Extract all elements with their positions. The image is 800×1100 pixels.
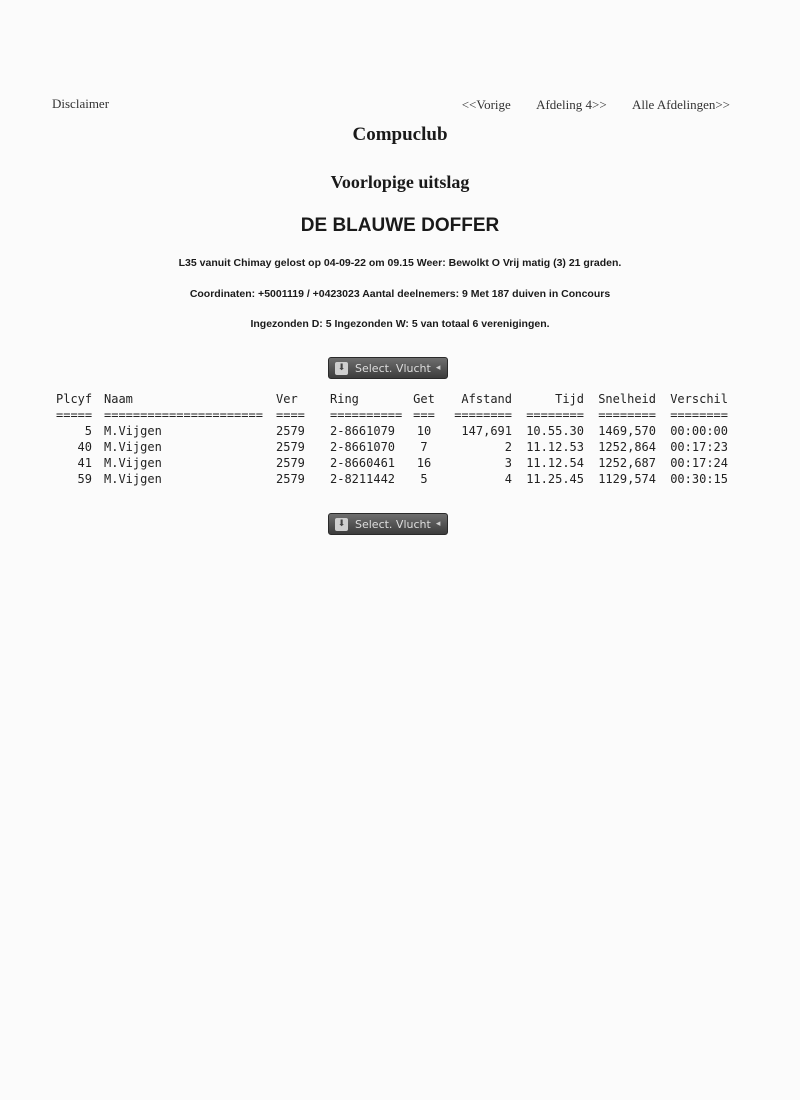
separator-speed: ======== — [598, 408, 656, 422]
table-header-row — [56, 391, 728, 407]
table-row — [56, 471, 728, 487]
results-table — [56, 391, 728, 487]
cell-entered: 7 — [420, 440, 428, 454]
cell-place: 5 — [84, 424, 92, 438]
cell-ring: 2-8661070 — [330, 440, 396, 454]
table-row — [56, 455, 728, 471]
separator-distance: ======== — [454, 408, 512, 422]
cell-name: M.Vijgen — [104, 424, 162, 438]
cell-difference: 00:17:24 — [670, 456, 728, 470]
table-row — [56, 423, 728, 439]
cell-time: 11.12.54 — [526, 456, 584, 470]
header-name: Naam — [104, 392, 133, 406]
select-flight-label: Select. Vlucht — [355, 517, 431, 531]
header-speed: Snelheid — [598, 392, 656, 406]
cell-ring: 2-8661079 — [330, 424, 396, 438]
flight-info: L35 vanuit Chimay gelost op 04-09-22 om 09.15 Weer: Bewolkt O Vrij matig (3) 21 graden. — [178, 257, 622, 269]
cell-difference: 00:30:15 — [670, 472, 728, 486]
cell-entered: 16 — [416, 456, 432, 470]
cell-name: M.Vijgen — [104, 472, 162, 486]
separator-ring: ========== — [330, 408, 403, 422]
cell-club: 2579 — [276, 456, 305, 470]
cell-distance: 4 — [504, 472, 512, 486]
submission-info: Ingezonden D: 5 Ingezonden W: 5 van totaal 6 verenigingen. — [250, 318, 550, 330]
separator-place: ===== — [56, 408, 93, 422]
cell-distance: 3 — [504, 456, 512, 470]
header-entered: Get — [413, 392, 435, 406]
separator-difference: ======== — [670, 408, 728, 422]
header-difference: Verschil — [670, 392, 728, 406]
nav-links — [462, 97, 730, 113]
separator-entered: === — [413, 408, 435, 422]
cell-place: 59 — [77, 472, 92, 486]
cell-distance: 147,691 — [461, 424, 512, 438]
cell-place: 40 — [77, 440, 92, 454]
select-flight-label: Select. Vlucht — [355, 361, 431, 375]
coordinates-info: Coordinaten: +5001119 / +0423023 Aantal deelnemers: 9 Met 187 duiven in Concours — [189, 288, 611, 300]
cell-speed: 1469,570 — [598, 424, 656, 438]
cell-club: 2579 — [276, 472, 305, 486]
cell-time: 10.55.30 — [526, 424, 584, 438]
prev-link[interactable]: <<Vorige — [461, 97, 511, 112]
cell-difference: 00:17:23 — [670, 440, 728, 454]
header-ring: Ring — [330, 392, 359, 406]
cell-distance: 2 — [504, 440, 512, 454]
cell-ring: 2-8211442 — [330, 472, 396, 486]
table-row — [56, 439, 728, 455]
cell-ring: 2-8660461 — [330, 456, 396, 470]
download-icon: ⬇ — [335, 518, 348, 531]
cell-time: 11.12.53 — [526, 440, 584, 454]
select-flight-button-top[interactable] — [328, 357, 448, 379]
all-divisions-link[interactable]: Alle Afdelingen>> — [631, 97, 730, 112]
disclaimer-link[interactable]: Disclaimer — [52, 96, 110, 111]
separator-time: ======== — [526, 408, 584, 422]
cell-name: M.Vijgen — [104, 456, 162, 470]
header-distance: Afstand — [461, 392, 512, 406]
cell-speed: 1252,687 — [598, 456, 656, 470]
cell-time: 11.25.45 — [526, 472, 584, 486]
result-subtitle: Voorlopige uitslag — [330, 172, 470, 192]
cell-speed: 1129,574 — [598, 472, 656, 486]
download-icon: ⬇ — [335, 362, 348, 375]
select-flight-button-bottom[interactable] — [328, 513, 448, 535]
cell-name: M.Vijgen — [104, 440, 162, 454]
team-title: DE BLAUWE DOFFER — [300, 215, 500, 236]
cell-difference: 00:00:00 — [670, 424, 728, 438]
cell-entered: 5 — [420, 472, 428, 486]
arrow-icon: ◂ — [435, 363, 441, 373]
division-link[interactable]: Afdeling 4>> — [536, 97, 607, 112]
header-place: Plcyf — [56, 392, 93, 406]
cell-place: 41 — [77, 456, 92, 470]
club-title: Compuclub — [352, 124, 448, 145]
separator-name: ====================== — [104, 408, 263, 422]
cell-entered: 10 — [416, 424, 432, 438]
cell-club: 2579 — [276, 440, 305, 454]
cell-club: 2579 — [276, 424, 305, 438]
cell-speed: 1252,864 — [598, 440, 656, 454]
table-separator-row — [56, 407, 728, 423]
header-club: Ver — [276, 392, 298, 406]
separator-club: ==== — [276, 408, 305, 422]
header-time: Tijd — [555, 392, 584, 406]
arrow-icon: ◂ — [435, 519, 441, 529]
